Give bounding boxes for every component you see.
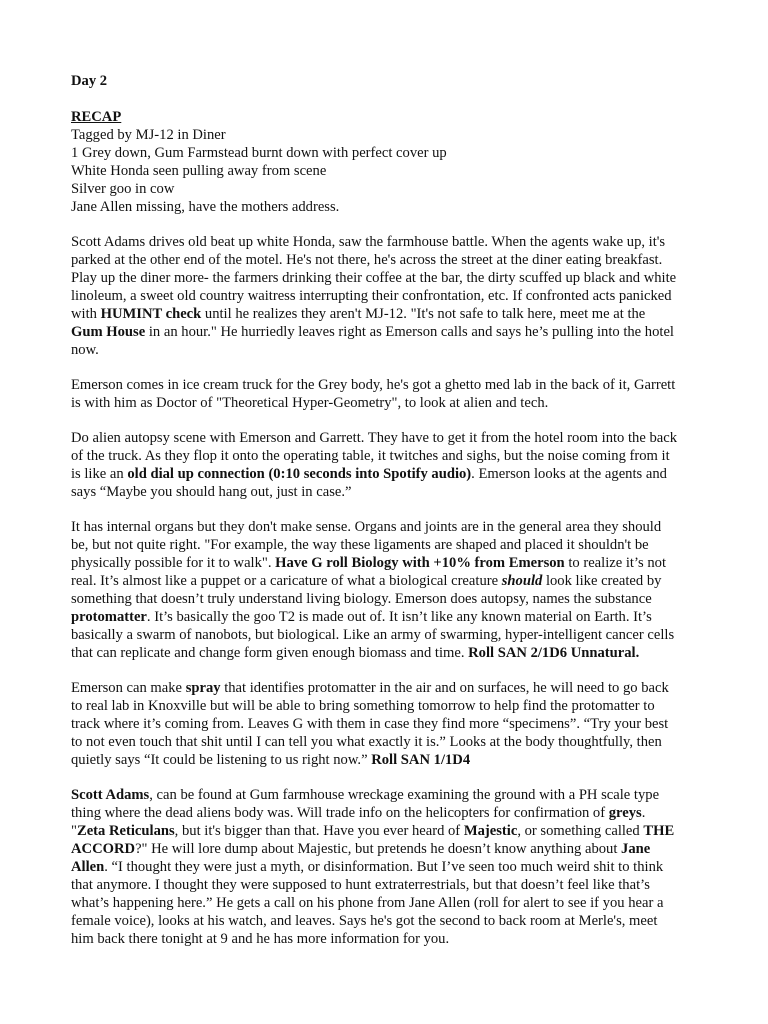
page-heading: Day 2 bbox=[71, 73, 108, 89]
body-text: to realize it’s not bbox=[564, 555, 667, 571]
recap-line: White Honda seen pulling away from scene bbox=[71, 163, 327, 179]
body-text: , but it's bigger than that. Have you ever heard of bbox=[174, 823, 464, 839]
body-text: female voice), looks at his watch, and leaves. Says he's got the second to back room at Merle's, meet bbox=[71, 913, 658, 929]
body-text: of the truck. As they flop it onto the operating table, it twitches and sighs, but the noise coming from it bbox=[71, 448, 670, 464]
text-line bbox=[71, 912, 701, 930]
body-text: that anymore. I thought they were supposed to hunt extraterrestrials, but that doesn’t feel like that’s bbox=[71, 877, 650, 893]
body-text: Emerson comes in ice cream truck for the Grey body, he's got a ghetto med lab in the back of it, Garrett bbox=[71, 377, 676, 393]
body-text: now. bbox=[71, 342, 99, 358]
emphasis-text: Zeta Reticulans bbox=[76, 823, 175, 839]
body-text: Play up the diner more- the farmers drinking their coffee at the bar, the dirty scuffed up black and white bbox=[71, 270, 677, 286]
text-line bbox=[71, 715, 701, 733]
recap-title: RECAP bbox=[71, 109, 122, 125]
emphasis-text: Allen bbox=[71, 859, 105, 875]
text-line bbox=[71, 376, 701, 394]
text-line bbox=[71, 894, 701, 912]
text-line bbox=[71, 804, 701, 822]
emphasis-text: HUMINT check bbox=[100, 306, 202, 322]
text-line bbox=[71, 269, 701, 287]
body-text: look like created by bbox=[542, 573, 662, 589]
emphasis-text: old dial up connection (0:10 seconds into Spotify audio) bbox=[127, 466, 472, 482]
text-line bbox=[71, 930, 701, 948]
body-text: to not even touch that shit until I can tell you what exactly it is.” Looks at the body thoughtfully, then bbox=[71, 734, 662, 750]
text-line bbox=[71, 394, 701, 412]
body-text: with bbox=[71, 306, 101, 322]
body-text: . bbox=[641, 805, 646, 821]
body-paragraph bbox=[71, 429, 701, 501]
body-text: to real lab in Knoxville but will be able to bring something tomorrow to help find the protomatter to bbox=[71, 698, 655, 714]
body-text: , can be found at Gum farmhouse wreckage examining the ground with a PH scale type bbox=[149, 787, 660, 803]
text-line bbox=[71, 483, 701, 501]
body-text: is like an bbox=[71, 466, 128, 482]
body-text: track where it’s coming from. Leaves G with them in case they find more “specimens”. “Try your best bbox=[71, 716, 669, 732]
text-line bbox=[71, 590, 701, 608]
text-line bbox=[71, 429, 701, 447]
body-text: " bbox=[71, 823, 77, 839]
body-text: be, but not quite right. "For example, the way these ligaments are shaped and placed it shouldn't be bbox=[71, 537, 649, 553]
text-line bbox=[71, 751, 701, 769]
text-line bbox=[71, 287, 701, 305]
body-text: says “Maybe you should hang out, just in case.” bbox=[71, 484, 352, 500]
emphasis-text: protomatter bbox=[71, 609, 147, 625]
body-text: parked at the other end of the motel. He's not there, he's across the street at the diner eating breakfast. bbox=[71, 252, 663, 268]
body-text: Scott Adams drives old beat up white Honda, saw the farmhouse battle. When the agents wake up, it's bbox=[71, 234, 666, 250]
recap-line: Tagged by MJ-12 in Diner bbox=[71, 127, 226, 143]
body-text: quietly says “It could be listening to us right now.” bbox=[71, 752, 372, 768]
text-line bbox=[71, 822, 701, 840]
recap-line: 1 Grey down, Gum Farmstead burnt down with perfect cover up bbox=[71, 145, 447, 161]
text-line bbox=[71, 697, 701, 715]
text-line bbox=[71, 572, 701, 590]
body-text: basically a swarm of nanobots, but biological. Like an army of swarming, hyper-intelligent cancer cells bbox=[71, 627, 675, 643]
emphasis-text: Roll SAN 1/1D4 bbox=[371, 752, 471, 768]
body-text: that can replicate and change form given enough biomass and time. bbox=[71, 645, 469, 661]
body-text: , or something called bbox=[517, 823, 644, 839]
body-paragraph bbox=[71, 786, 701, 948]
text-line bbox=[71, 679, 701, 697]
text-line bbox=[71, 786, 701, 804]
body-text: real. It’s almost like a puppet or a caricature of what a biological creature bbox=[71, 573, 502, 589]
emphasis-text: Roll SAN 2/1D6 Unnatural. bbox=[468, 645, 640, 661]
recap-section bbox=[71, 108, 701, 216]
emphasis-text: Jane bbox=[621, 841, 651, 857]
document-page bbox=[71, 72, 701, 965]
text-line bbox=[71, 305, 701, 323]
text-line bbox=[71, 733, 701, 751]
body-text: what’s happening here.” He gets a call on his phone from Jane Allen (roll for alert to see if you hear a bbox=[71, 895, 664, 911]
body-paragraph bbox=[71, 376, 701, 412]
recap-line: Silver goo in cow bbox=[71, 181, 175, 197]
text-line bbox=[71, 608, 701, 626]
text-line bbox=[71, 233, 701, 251]
body-text: in an hour." He hurriedly leaves right as Emerson calls and says he’s pulling into the hotel bbox=[145, 324, 674, 340]
text-line bbox=[71, 554, 701, 572]
body-text: something that doesn’t truly understand living biology. Emerson does autopsy, names the substance bbox=[71, 591, 652, 607]
body-text: is with him as Doctor of "Theoretical Hyper-Geometry", to look at alien and tech. bbox=[71, 395, 549, 411]
body-text: . Emerson looks at the agents and bbox=[471, 466, 667, 482]
emphasis-text: Have G roll Biology with +10% from Emerson bbox=[275, 555, 565, 571]
body-text: Emerson can make bbox=[71, 680, 186, 696]
text-line bbox=[71, 518, 701, 536]
emphasis-text: ACCORD bbox=[71, 841, 136, 857]
emphasis-text: Majestic bbox=[463, 823, 518, 839]
body-text: him back there tonight at 9 and he has more information for you. bbox=[71, 931, 450, 947]
text-line bbox=[71, 858, 701, 876]
body-text: that identifies protomatter in the air and on surfaces, he will need to go back bbox=[220, 680, 669, 696]
body-text: ?" He will lore dump about Majestic, but pretends he doesn’t know anything about bbox=[135, 841, 622, 857]
body-text: . “I thought they were just a myth, or disinformation. But I’ve seen too much weird shit to think bbox=[104, 859, 664, 875]
text-line bbox=[71, 536, 701, 554]
text-line bbox=[71, 644, 701, 662]
body-text: until he realizes they aren't MJ-12. "It's not safe to talk here, meet me at the bbox=[201, 306, 646, 322]
body-text: linoleum, a sweet old country waitress interrupting their confrontation, etc. If confronted acts panicked bbox=[71, 288, 672, 304]
body-text: thing where the dead aliens body was. Will trade info on the helicopters for confirmation of bbox=[71, 805, 609, 821]
body-paragraphs bbox=[71, 233, 701, 948]
body-text: physically possible for it to walk". bbox=[71, 555, 276, 571]
body-paragraph bbox=[71, 518, 701, 662]
emphasis-text: THE bbox=[643, 823, 675, 839]
text-line bbox=[71, 626, 701, 644]
body-text: It has internal organs but they don't make sense. Organs and joints are in the general area they should bbox=[71, 519, 662, 535]
emphasis-text: Scott Adams bbox=[71, 787, 150, 803]
text-line bbox=[71, 341, 701, 359]
body-text: Do alien autopsy scene with Emerson and Garrett. They have to get it from the hotel room into the back bbox=[71, 430, 678, 446]
text-line bbox=[71, 840, 701, 858]
emphasis-text: should bbox=[501, 573, 543, 589]
text-line bbox=[71, 323, 701, 341]
body-paragraph bbox=[71, 679, 701, 769]
recap-line: Jane Allen missing, have the mothers address. bbox=[71, 199, 340, 215]
body-text: . It’s basically the goo T2 is made out of. It isn’t like any known material on Earth. It’s bbox=[146, 609, 652, 625]
emphasis-text: spray bbox=[185, 680, 221, 696]
emphasis-text: greys bbox=[608, 805, 642, 821]
text-line bbox=[71, 447, 701, 465]
text-line bbox=[71, 465, 701, 483]
text-line bbox=[71, 251, 701, 269]
body-paragraph bbox=[71, 233, 701, 359]
emphasis-text: Gum House bbox=[71, 324, 146, 340]
text-line bbox=[71, 876, 701, 894]
